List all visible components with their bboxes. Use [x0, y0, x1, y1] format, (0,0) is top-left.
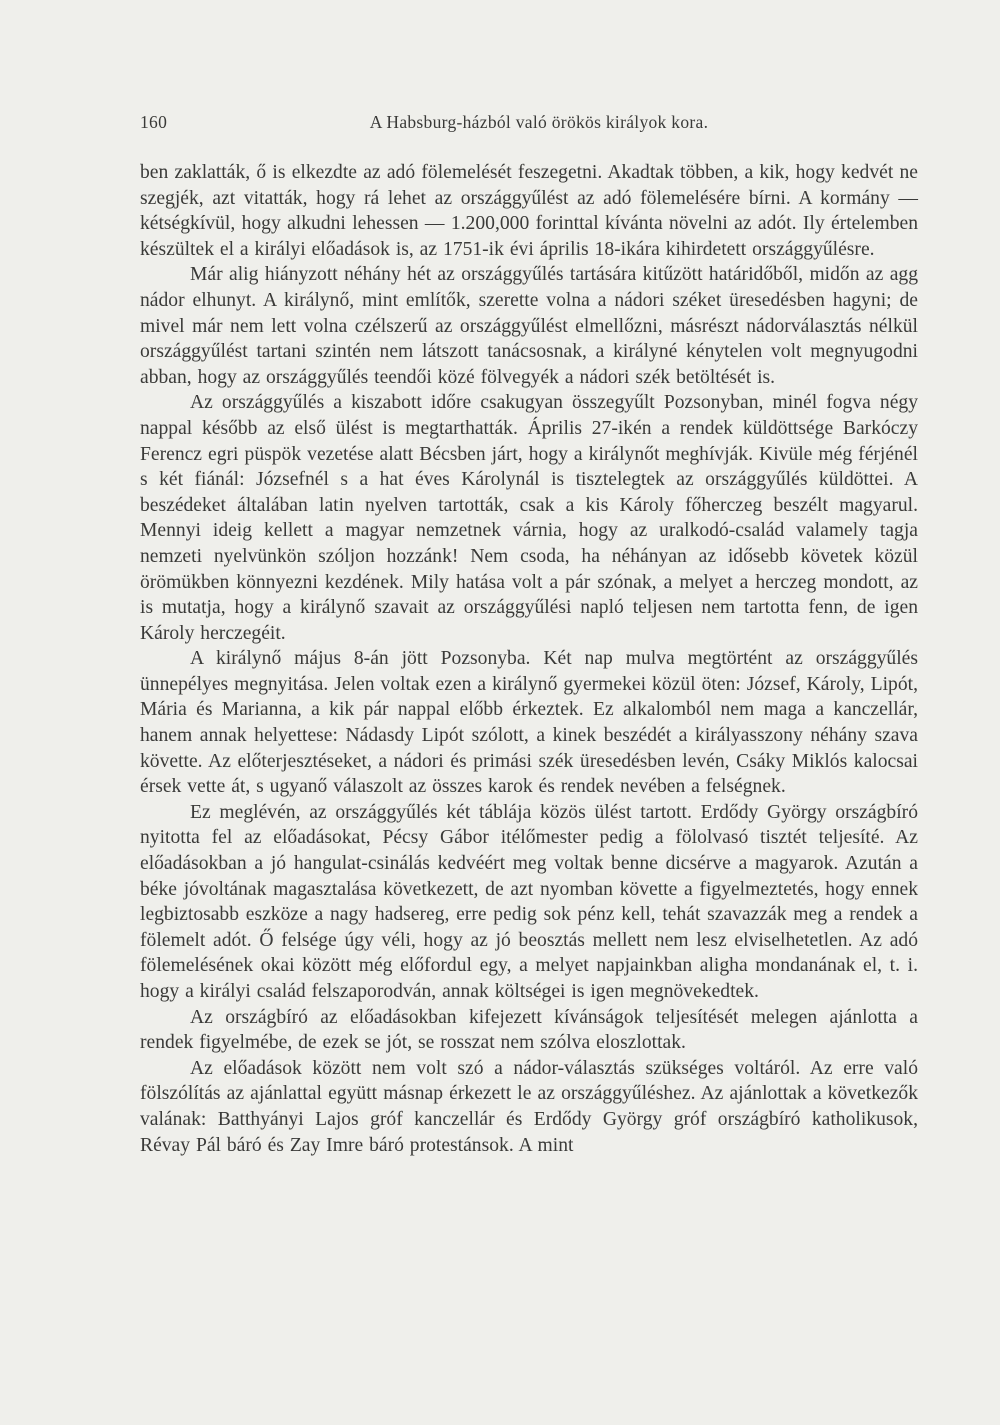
- page-number: 160: [140, 112, 168, 132]
- paragraph-7: Az előadások között nem volt szó a nádor-választás szükséges voltáról. Az erre való fölszólítás az ajánlattal együtt másnap érkezett le az országgyűléshez. Az ajánlottak a következők valának: Batthyányi Lajos gróf kanczellár és Erdődy György gróf országbíró katholikusok, Révay Pál báró és Zay Imre báró protestánsok. A mint: [140, 1057, 918, 1156]
- paragraph-5: Ez meglévén, az országgyűlés két táblája közös ülést tartott. Erdődy György országbíró nyitotta fel az előadásokat, Pécsy Gábor itélőmester pedig a fölolvasó tisztét teljesíté. Az előadásokban a jó hangulat-csinálás kedvéért meg voltak benne dicsérve a magyarok. Azután a béke jóvoltának magasztalása következett, de azt nyomban követte a figyelmeztetés, hogy ennek legbiztosabb eszköze a nagy hadsereg, erre pedig sok pénz kell, tehát szavazzák meg a rendek a fölemelt adót. Ő felsége úgy véli, hogy az jó beosztás mellett nem lesz elviselhetetlen. Az adó fölemelésének okai között még előfordul egy, a melyet napjainkban aligha mondanának el, t. i. hogy a királyi család felszaporodván, annak költségei is igen megnövekedtek.: [140, 801, 918, 1002]
- paragraph-4: A királynő május 8-án jött Pozsonyba. Két nap mulva megtörtént az országgyűlés ünnepélyes megnyitása. Jelen voltak ezen a királynő gyermekei közül öten: József, Károly, Lipót, Mária és Marianna, a kik pár nappal előbb érkeztek. Ez alkalomból nem maga a kanczellár, hanem annak helyettese: Nádasdy Lipót szólott, a kinek beszédét a királyasszony néhány szava követte. Az előterjesztéseket, a nádori és primási szék üresedésben levén, Csáky Miklós kalocsai érsek vette át, s ugyanő válaszolt az összes karok és rendek nevében a felségnek.: [140, 648, 918, 798]
- body-text: [140, 160, 918, 1158]
- paragraph-6: Az országbíró az előadásokban kifejezett kívánságok teljesítését melegen ajánlotta a rendek figyelmébe, de ezek se jót, se rosszat nem szólva eloszlottak.: [140, 1006, 918, 1054]
- paragraph-1: ben zaklatták, ő is elkezdte az adó fölemelését feszegetni. Akadtak többen, a kik, hogy kedvét ne szegjék, azt vitatták, hogy rá lehet az országgyűlést az adó fölemelésére bírni. A kormány — kétségkívül, hogy alkudni lehessen — 1.200,000 forinttal kívánta növelni az adót. Ily értelemben készültek el a királyi előadások is, az 1751-ik évi április 18-ikára kihirdetett országgyűlésre.: [140, 162, 918, 260]
- paragraph-3: Az országgyűlés a kiszabott időre csakugyan összegyűlt Pozsonyban, minél fogva négy nappal később az első ülést is megtarthatták. Április 27-ikén a rendek küldöttsége Barkóczy Ferencz egri püspök vezetése alatt Bécsben járt, hogy a királynőt meghívják. Kivüle még férjénél s két fiánál: Józsefnél s a hat éves Károlynál is tisztelegtek az országgyűlés küldöttei. A beszédeket általában latin nyelven tartották, csak a kis Károly főherczeg beszélt magyarul. Mennyi ideig kellett a magyar nemzetnek várnia, hogy az uralkodó-család valamely tagja nemzeti nyelvünkön szóljon hozzánk! Nem csoda, ha néhányan az idősebb követek közül örömükben könnyezni kezdének. Mily hatása volt a pár szónak, a melyet a herczeg mondott, az is mutatja, hogy a királynő szavait az országgyűlési napló teljesen nem tartotta fenn, de igen Károly herczegéit.: [140, 392, 918, 644]
- paragraph-2: Már alig hiányzott néhány hét az országgyűlés tartására kitűzött határidőből, midőn az agg nádor elhunyt. A királynő, mint említők, szerette volna a nádori széket üresedésben hagyni; de mivel már nem lett volna czélszerű az országgyűlést elmellőzni, másrészt nádorválasztás nélkül országgyűlést tartani szintén nem látszott tanácsosnak, a királyné kénytelen volt megnyugodni abban, hogy az országgyűlés teendői közé fölvegyék a nádori szék betöltését is.: [140, 264, 918, 388]
- running-title: A Habsburg-házból való örökös királyok kora.: [369, 112, 709, 132]
- running-head: [140, 112, 918, 142]
